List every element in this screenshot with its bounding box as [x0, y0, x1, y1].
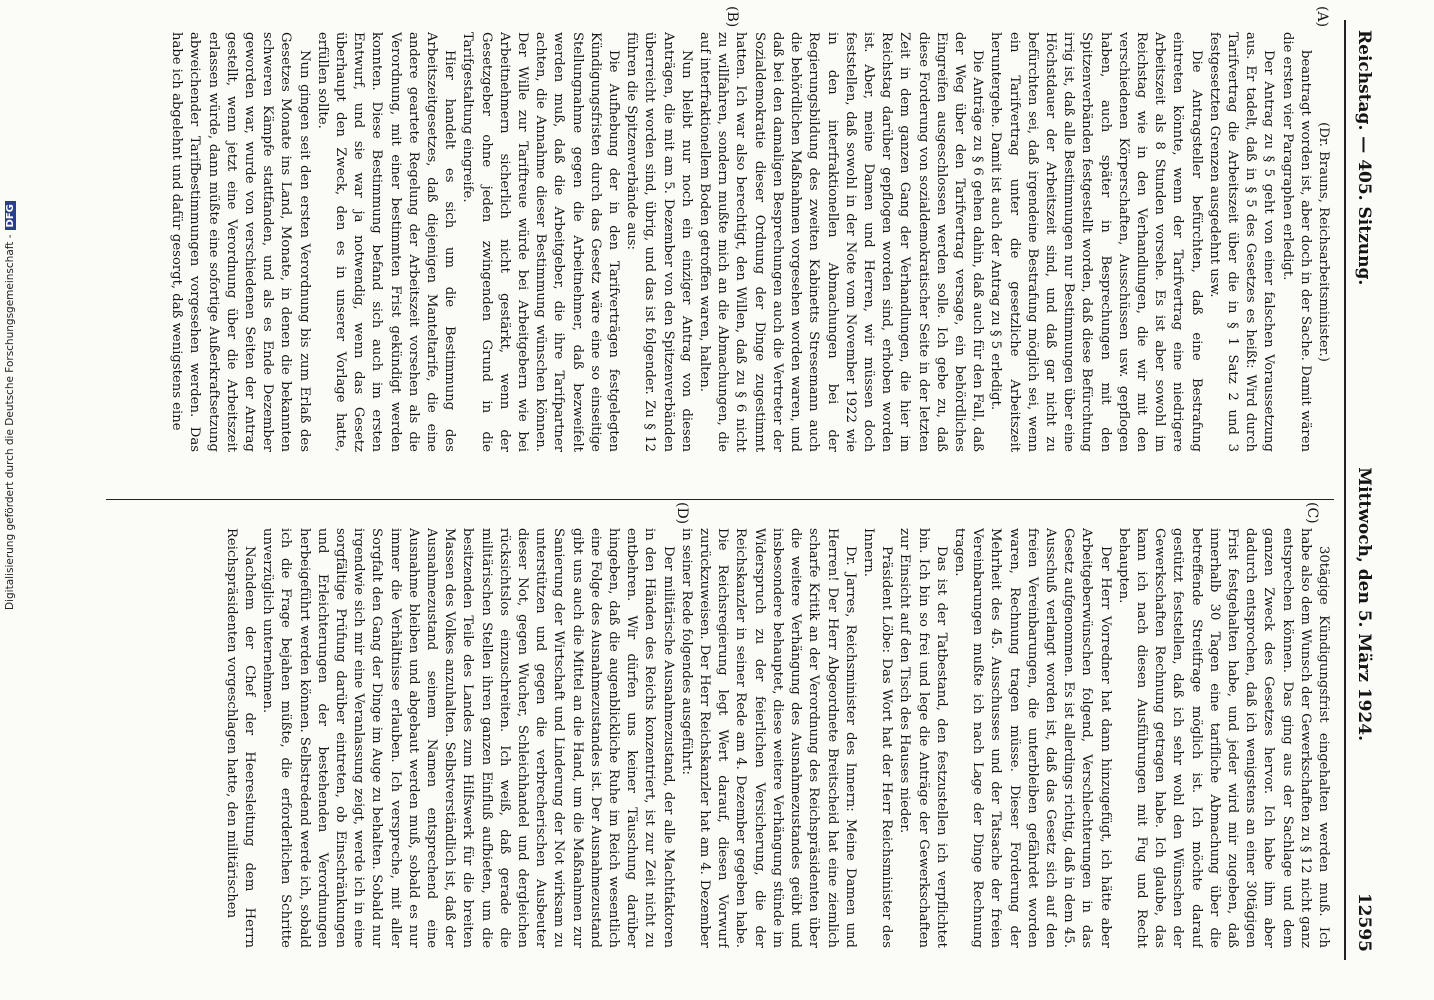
paragraph: Die Aufhebung der in den Tarifverträgen festgelegten Kündigungsfristen durch das Gesetz wäre eine so einseitige Stellungnahme gegen die Arbeitnehmer, daß bezweifelt werden muß, daß die Arbeitgeber, die ihre Tarifpartner achten, die Annahme dieser Bestimmung wünschen können. Der Wille zur Tariftreue würde bei Arbeitgebern wie bei Arbeitnehmern sicherlich nicht gestärkt, wenn der Gesetzgeber ohne jeden zwingenden Grund in die Tarifgestaltung eingreife. [460, 32, 622, 452]
document-page [95, 6, 1380, 960]
paragraph: Nachdem der Chef der Heeresleitung dem Herrn Reichspräsidenten vorgeschlagen hatte, den militärischen [223, 528, 258, 948]
header-date-page [1354, 467, 1374, 952]
paragraph: Das ist der Tatbestand, den festzustellen ich verpflichtet bin. Ich bin so frei und lege die Anträge der Gewerkschaften zur Einsicht auf den Tisch des Hauses nieder. [897, 528, 949, 948]
paragraph: Präsident Löbe: Das Wort hat der Herr Reichsminister des Innern. [860, 528, 895, 948]
right-column [107, 528, 1332, 948]
paragraph: 30tägige Kündigungsfrist eingehalten werden muß. Ich habe also dem Wunsch der Gewerkschaften zu § 12 nicht ganz entsprechen können. Das ging aus der Sachlage und dem ganzen Zweck des Gesetzes hervor. Ich habe ihm aber dadurch entsprochen, daß ich wenigstens an einer 30tägigen Frist festgehalten habe, und jeder wird mir zugeben, daß innerhalb 30 Tagen eine tarifliche Abmachung über die betreffende Streitfrage möglich ist. Ich möchte darauf gestützt feststellen, daß ich sehr wohl den Wünschen der Gewerkschaften Rechnung getragen habe. Ich glaube, das kann ich nach diesen Ausführungen mit Fug und Recht behaupten. [1115, 528, 1331, 948]
paragraph: Dr. Jarres, Reichsminister des Innern: Meine Damen und Herren! Der Herr Abgeordnete Breitscheid hat eine ziemlich scharfe Kritik an der Verordnung des Reichspräsidenten über die weitere Verhängung des Ausnahmezustandes geübt und insbesondere behauptet, diese weitere Verhängung stünde im Widerspruch zu der feierlichen Versicherung, die der Reichskanzler in seiner Rede am 4. Dezember gegeben habe. Die Reichsregierung legt Wert darauf, diesen Vorwurf zurückzuweisen. Der Herr Reichskanzler hat am 4. Dezember in seiner Rede folgendes ausgeführt: [678, 528, 858, 948]
paragraph: beantragt worden ist, aber doch in der Sache. Damit wären die ersten vier Paragraphen erledigt. [1279, 32, 1313, 452]
margin-marker-c: (C) [1304, 502, 1320, 524]
paragraph: Der militärische Ausnahmezustand, der alle Machtfaktoren in den Händen des Reichs konzentriert, ist zur Zeit nicht zu entbehren. Wir dürfen uns keiner Täuschung darüber hingeben, daß die augenblickliche Ruhe im Reich wesentlich eine Folge des Ausnahmezustandes ist. Der Ausnahmezustand gibt uns auch die Mittel an die Hand, um die Maßnahmen zur Sanierung der Wirtschaft und Linderung der Not wirksam zu unterstützen und gegen die verbrecherischen Ausbeuter dieser Not, gegen Wucher, Schleichhandel und dergleichen rücksichtslos einzuschreiten. Ich weiß, daß gerade die militärischen Stellen ihren ganzen Einfluß aufbieten, um die besitzenden Teile des Landes zum Hilfswerk für die breiten Massen des Volkes anzuhalten. Selbstverständlich ist, daß der Ausnahmezustand seinem Namen entsprechend eine Ausnahme bleiben und abgebaut werden muß, sobald es nur immer die Verhältnisse erlauben. Ich verspreche, mit aller Sorgfalt den Gang der Dinge im Auge zu behalten. Sobald nur irgendwie sich mir eine Veranlassung zeigt, werde ich in eine sorgfältige Prüfung darüber eintreten, ob Einschränkungen und Erleichterungen der bestehenden Verordnungen herbeigeführt werden können. Selbstredend werde ich, sobald ich die Frage bejahen müßte, die erforderlichen Schritte unverzüglich unternehmen. [260, 528, 676, 948]
paragraph: (Dr. Brauns, Reichsarbeitsminister.) [1316, 122, 1331, 362]
header-date: Mittwoch, den 5. März 1924. [1354, 467, 1374, 741]
paragraph: Nun gingen seit den ersten Verordnung bis zum Erlaß des Gesetzes Monate ins Land, Monate, in denen die bekannten schweren Kämpfe stattfanden, und als es Ende Dezember geworden war, wurde von verschiedenen Seiten der Antrag gestellt, wenn jetzt eine Verordnung über die Arbeitszeit erlassen würde, dann müßte eine sofortige Außerkraftsetzung abweichender Tarifbestimmungen vorgesehen werden. Das habe ich abgelehnt und dafür gesorgt, daß wenigstens eine [169, 32, 312, 452]
paragraph: Hier handelt es sich um die Bestimmung des Arbeitszeitgesetzes, daß diejenigen Manteltarife, die eine andere geartete Regelung der Arbeitszeit vorsehen als die Verordnung, mit einer bestimmten Frist gekündigt werden konnten. Diese Bestimmung befand sich auch im ersten Entwurf, und sie war ja notwendig, wenn das Gesetz überhaupt den Zweck, den es in unserer Vorlage hatte, erfüllen sollte. [314, 32, 458, 452]
paragraph: Die Antragsteller befürchten, daß eine Bestrafung eintreten könnte, wenn der Tarifvertrag eine niedrigere Arbeitszeit als 8 Stunden vorsehe. Es ist aber sowohl im Reichstag wie in den Verhandlungen, die wir mit den verschiedenen Körperschaften, Ausschüssen usw. gepflogen haben, auch später in Besprechungen mit den Spitzenverbänden festgestellt worden, daß diese Befürchtung irrig ist, daß alle Bestimmungen nur Bestimmungen über eine Höchstdauer der Arbeitszeit sind, und daß gar nicht zu befürchten sei, daß irgendeine Bestrafung möglich sei, wenn ein Tarifvertrag unter die gesetzliche Arbeitszeit heruntergehe. Damit ist auch der Antrag zu § 5 erledigt. [988, 32, 1204, 452]
page-header [1344, 20, 1380, 960]
paragraph: Nun bleibt nur noch ein einziger Antrag von diesen Anträgen, die mit am 5. Dezember von den Spitzenverbänden überreicht worden sind, übrig, und das ist folgender. Zu § 12 führen die Spitzenverbände aus: [624, 32, 694, 452]
credit-text: Digitalisierung gefördert durch die Deutsche Forschungsgemeinschaft - [4, 234, 16, 610]
dfg-logo: DFG [5, 201, 16, 230]
margin-marker-d: (D) [674, 502, 690, 525]
page-number: 12595 [1354, 892, 1374, 952]
header-title: Reichstag. — 405. Sitzung. [1354, 30, 1374, 286]
paragraph: Der Herr Vorredner hat dann hinzugefügt, ich hätte aber Arbeitgeberwünschen folgend, Verschlechterungen in das Gesetz aufgenommen. Es ist allerdings richtig, daß in dem 45. Ausschuß verlangt worden ist, daß das Gesetz sich auf den freien Vereinbarungen, die unterbleiben gefährdet worden waren, Rechnung tragen müsse. Dieser Forderung der Mehrheit des 45. Ausschusses und der Tatsache der freien Vereinbarungen mußte ich nach Lage der Dinge Rechnung tragen. [951, 528, 1113, 948]
left-column [107, 32, 1332, 452]
digitization-credit [4, 201, 16, 610]
paragraph: Der Antrag zu § 5 geht von einer falschen Voraussetzung aus. Er tadelt, daß in § 5 des Gesetzes es heißt: Wird durch Tarifvertrag die Arbeitszeit über die in § 1 Satz 2 und 3 festgesetzten Grenzen ausgedehnt usw. [1206, 32, 1277, 452]
paragraph: Die Anträge zu § 6 gehen dahin, daß auch für den Fall, daß der Weg über den Tarifvertrag versage, ein behördliches Eingreifen ausgeschlossen werden solle. Ich gebe zu, daß diese Forderung von sozialdemokratischer Seite in der letzten Zeit in dem ganzen Gang der Verhandlungen, die hier im Reichstag darüber gepflogen worden sind, erhoben worden ist. Aber, meine Damen und Herren, wir müssen doch feststellen, daß sowohl in der Note vom November 1922 wie in den interfraktionellen Abmachungen bei der Regierungsbildung des zweiten Kabinetts Stresemann auch die behördlichen Maßnahmen vorgesehen worden waren, und daß bei den damaligen Besprechungen auch die Vertreter der Sozialdemokratie dieser Ordnung der Dinge zugestimmt hatten. Ich war also berechtigt, den Willen, daß zu § 6 nicht zu willfahren, sondern mußte mich an die Abmachungen, die auf interfraktionellem Boden getroffen waren, halten. [697, 32, 986, 452]
margin-marker-a: (A) [1314, 6, 1330, 28]
column-divider [106, 499, 1334, 500]
margin-marker-b: (B) [724, 6, 740, 28]
